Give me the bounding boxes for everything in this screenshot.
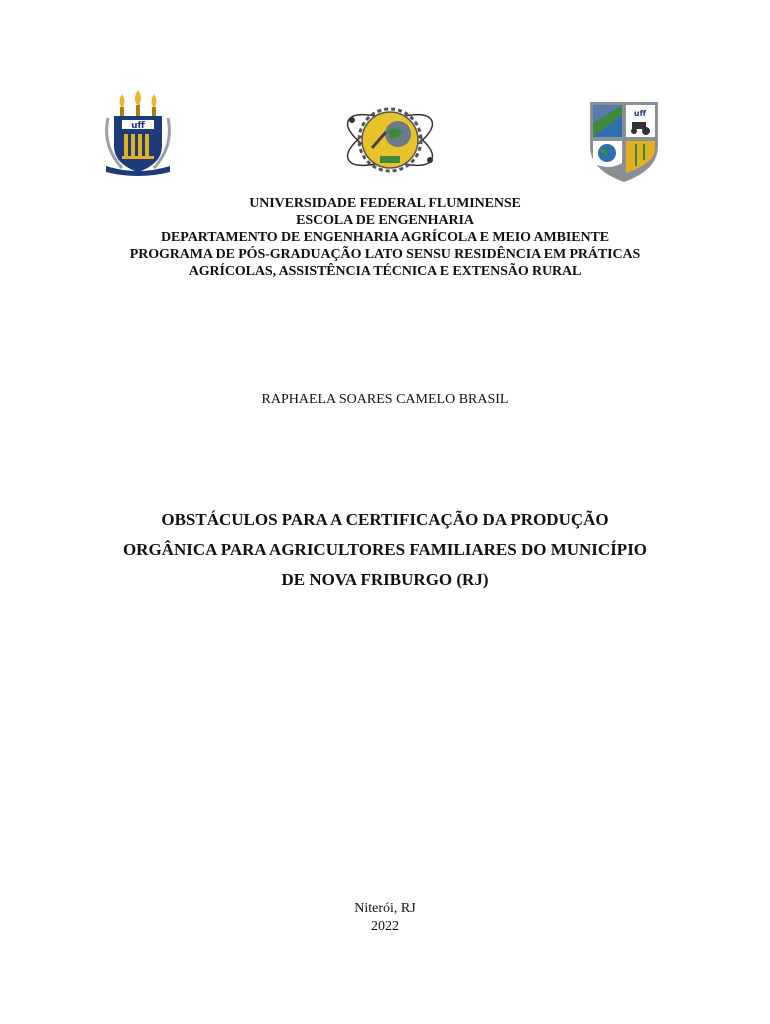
svg-text:uff: uff: [131, 121, 145, 131]
header-line-program-cont: AGRÍCOLAS, ASSISTÊNCIA TÉCNICA E EXTENSÃO RURAL: [188, 264, 582, 279]
header-line-school: ESCOLA DE ENGENHARIA: [296, 213, 474, 228]
title-line-3: DE NOVA FRIBURGO (RJ): [281, 570, 489, 589]
svg-text:uff: uff: [633, 109, 647, 118]
title-line-1: OBSTÁCULOS PARA A CERTIFICAÇÃO DA PRODUÇÃO: [161, 510, 609, 529]
author-name: RAPHAELA SOARES CAMELO BRASIL: [261, 392, 509, 407]
header-line-program: PROGRAMA DE PÓS-GRADUAÇÃO LATO SENSU RESIDÊNCIA EM PRÁTICAS: [129, 247, 641, 262]
uff-coat-of-arms-logo: [100, 90, 176, 176]
year: 2022: [371, 919, 399, 934]
document-title: [0, 505, 770, 595]
header-line-university: UNIVERSIDADE FEDERAL FLUMINENSE: [249, 196, 521, 211]
place-and-year: [0, 900, 770, 936]
place: Niterói, RJ: [354, 901, 416, 916]
header-line-department: DEPARTAMENTO DE ENGENHARIA AGRÍCOLA E MEIO AMBIENTE: [161, 230, 609, 245]
institution-header: [0, 195, 770, 280]
engineering-school-logo: [340, 100, 440, 180]
agricultural-program-logo: [588, 98, 660, 184]
title-line-2: ORGÂNICA PARA AGRICULTORES FAMILIARES DO MUNICÍPIO: [122, 540, 648, 559]
